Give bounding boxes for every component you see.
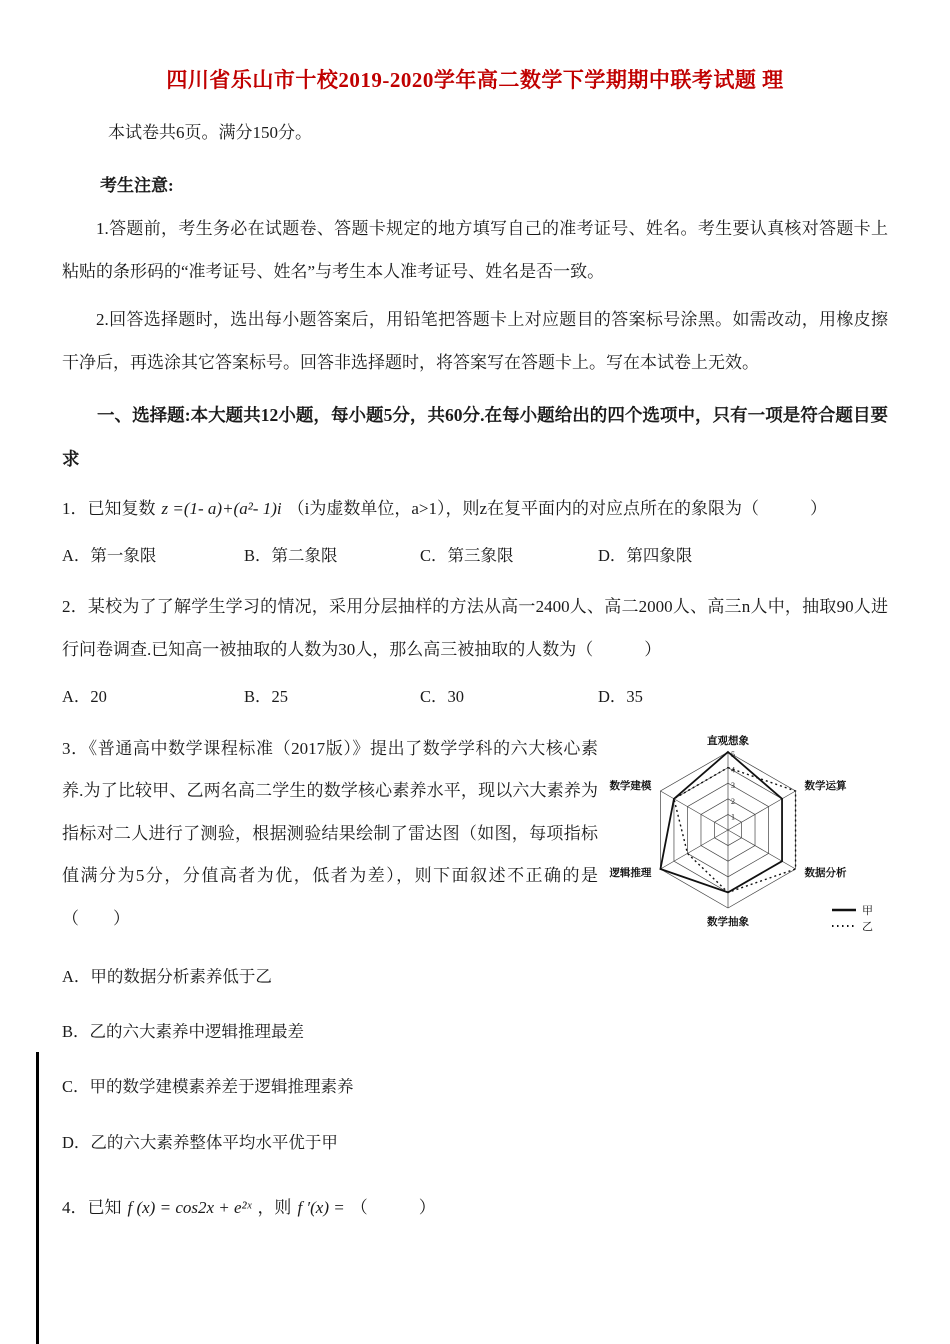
question-4-derivative-formula: f ′(x) =: [297, 1198, 345, 1218]
option-item: B．25: [244, 687, 289, 707]
scan-artifact-line: [36, 1052, 39, 1344]
page-title: 四川省乐山市十校2019-2020学年高二数学下学期期中联考试题 理: [166, 68, 784, 92]
radar-axis: [660, 791, 728, 830]
radar-category-label: 数学运算: [804, 780, 847, 792]
question-1-options: [62, 538, 888, 574]
notice-paragraph-1: 1.答题前，考生务必在试题卷、答题卡规定的地方填写自己的准考证号、姓名。考生要认真核对答题卡上粘贴的条形码的“准考证号、姓名”与考生本人准考证号、姓名是否一致。: [62, 219, 888, 281]
question-1-text: [62, 488, 888, 531]
radar-tick-label: 2: [731, 796, 735, 806]
radar-tick-label: 5: [731, 749, 735, 759]
question-1-prefix: 1．已知复数: [62, 498, 156, 518]
radar-tick-label: 4: [731, 765, 735, 775]
question-4-mid: ，则: [257, 1198, 292, 1218]
question-2-options: [62, 679, 888, 715]
option-item: B．乙的六大素养中逻辑推理最差: [62, 1022, 305, 1042]
option-item: D．第四象限: [598, 546, 693, 565]
question-4-formula: f (x) = cos2x + e²ˣ: [127, 1198, 252, 1218]
question-1-formula: z =(1- a)+(a²- 1)i: [161, 498, 282, 518]
question-3-block: [62, 728, 888, 944]
radar-chart: [598, 728, 888, 944]
option-item: A．20: [62, 687, 107, 707]
radar-axis: [728, 791, 796, 830]
radar-tick-label: 1: [731, 811, 735, 821]
radar-category-label: 数学抽象: [707, 916, 749, 928]
question-4-text: [62, 1187, 888, 1230]
notice-heading: 考生注意:: [100, 176, 174, 195]
radar-category-label: 数据分析: [804, 867, 847, 879]
question-3-text: 3．《普通高中数学课程标准（2017版）》提出了数学学科的六大核心素养.为了比较甲、乙两名高二学生的数学核心素养水平，现以六大素养为指标对二人进行了测验，根据测验结果绘制了雷达图（如图，每项指标值满分为5分，分值高者为优，低者为差），则下面叙述不正确的是（ ）: [62, 738, 598, 928]
notice-paragraph-2: 2.回答选择题时，选出每小题答案后，用铅笔把答题卡上对应题目的答案标号涂黑。如需改动，用橡皮擦干净后，再选涂其它答案标号。回答非选择题时，将答案写在答题卡上。写在本试卷上无效。: [62, 310, 888, 372]
option-item: B．第二象限: [244, 546, 338, 565]
option-item: C．第三象限: [420, 546, 514, 565]
question-4-prefix: 4．已知: [62, 1198, 122, 1218]
option-item: D．乙的六大素养整体平均水平优于甲: [62, 1132, 338, 1152]
intro-text: 本试卷共6页。满分150分。: [108, 123, 312, 142]
radar-tick-label: 3: [731, 780, 735, 790]
section-heading: 一、选择题:本大题共12小题，每小题5分，共60分.在每小题给出的四个选项中，只有一项是符合题目要求: [62, 405, 888, 469]
option-item: C．30: [420, 687, 465, 707]
legend-label-甲: 甲: [862, 904, 873, 917]
option-item: C．甲的数学建模素养差于逻辑推理素养: [62, 1077, 354, 1097]
question-2-text: 2．某校为了了解学生学习的情况，采用分层抽样的方法从高一2400人、高二2000人、高三n人中，抽取90人进行问卷调查.已知高一被抽取的人数为30人，那么高三被抽取的人数为（ ）: [62, 597, 888, 659]
radar-category-label: 数学建模: [609, 780, 652, 792]
legend-label-乙: 乙: [862, 920, 873, 933]
radar-category-label: 直观想象: [707, 735, 749, 747]
question-1-suffix: （i为虚数单位，a>1），则z在复平面内的对应点所在的象限为（ ）: [287, 498, 828, 518]
option-item: D．35: [598, 687, 643, 707]
option-item: A．第一象限: [62, 546, 157, 565]
radar-category-label: 逻辑推理: [609, 867, 652, 879]
radar-axis: [728, 830, 796, 869]
radar-chart-svg: [598, 730, 888, 944]
question-3-options: [62, 966, 888, 1154]
radar-axis: [660, 830, 728, 869]
question-4-suffix: （ ）: [350, 1198, 436, 1218]
option-item: A．甲的数据分析素养低于乙: [62, 966, 272, 986]
